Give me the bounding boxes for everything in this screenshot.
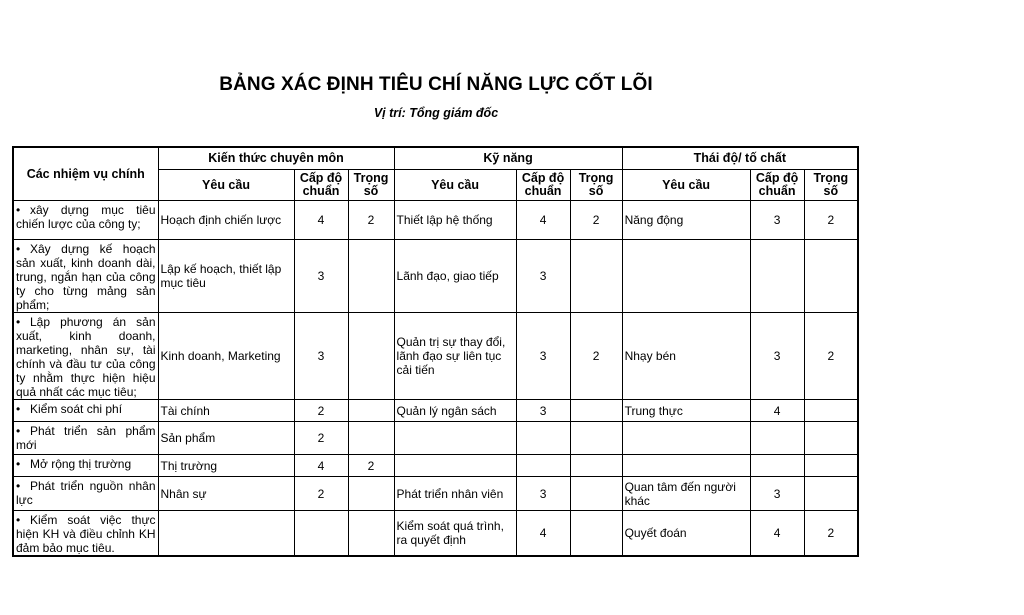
attitude-weight-cell: 2 <box>804 313 858 400</box>
attitude-level-cell: 3 <box>750 201 804 240</box>
skill-level-cell: 3 <box>516 240 570 313</box>
knowledge-level-cell: 2 <box>294 400 348 422</box>
bullet-icon: • <box>16 479 21 493</box>
task-text: Xây dựng kế hoạch sản xuất, kinh doanh dài, trung, ngắn hạn của công ty cho từng mảng sản phẩm; <box>16 242 156 312</box>
knowledge-level-cell <box>294 511 348 557</box>
table-row <box>13 511 858 557</box>
knowledge-requirement-cell: Nhân sự <box>158 477 294 511</box>
skill-requirement-cell <box>394 422 516 455</box>
task-cell <box>13 313 158 400</box>
skill-requirement-cell: Quản lý ngân sách <box>394 400 516 422</box>
attitude-requirement-cell: Quan tâm đến người khác <box>622 477 750 511</box>
knowledge-level-cell: 4 <box>294 201 348 240</box>
task-text: xây dựng mục tiêu chiến lược của công ty; <box>16 203 156 231</box>
task-cell <box>13 400 158 422</box>
attitude-level-cell: 3 <box>750 477 804 511</box>
task-text: Kiểm soát chi phí <box>30 402 123 416</box>
attitude-weight-cell: 2 <box>804 201 858 240</box>
header-k-level: Cấp độ chuẩn <box>294 170 348 201</box>
skill-requirement-cell: Phát triển nhân viên <box>394 477 516 511</box>
attitude-level-cell <box>750 422 804 455</box>
header-s-weight: Trọng số <box>570 170 622 201</box>
knowledge-weight-cell <box>348 313 394 400</box>
knowledge-level-cell: 4 <box>294 455 348 477</box>
skill-weight-cell: 2 <box>570 201 622 240</box>
knowledge-requirement-cell <box>158 511 294 557</box>
table-row <box>13 477 858 511</box>
document-title: BẢNG XÁC ĐỊNH TIÊU CHÍ NĂNG LỰC CỐT LÕI <box>219 74 653 95</box>
knowledge-requirement-cell: Tài chính <box>158 400 294 422</box>
table-row <box>13 455 858 477</box>
skill-requirement-cell <box>394 455 516 477</box>
table-body <box>13 201 858 557</box>
attitude-requirement-cell: Trung thực <box>622 400 750 422</box>
attitude-requirement-cell: Năng động <box>622 201 750 240</box>
attitude-level-cell <box>750 240 804 313</box>
skill-weight-cell <box>570 511 622 557</box>
header-skills: Kỹ năng <box>394 147 622 170</box>
skill-level-cell <box>516 422 570 455</box>
header-k-weight: Trọng số <box>348 170 394 201</box>
attitude-weight-cell <box>804 455 858 477</box>
bullet-icon: • <box>16 402 21 416</box>
knowledge-requirement-cell: Lập kế hoạch, thiết lập mục tiêu <box>158 240 294 313</box>
task-cell <box>13 455 158 477</box>
position-subtitle: Vị trí: Tổng giám đốc <box>373 106 499 120</box>
attitude-requirement-cell: Quyết đoán <box>622 511 750 557</box>
table-row <box>13 201 858 240</box>
knowledge-weight-cell <box>348 422 394 455</box>
bullet-icon: • <box>16 315 21 329</box>
skill-level-cell: 3 <box>516 313 570 400</box>
skill-level-cell: 3 <box>516 477 570 511</box>
skill-weight-cell <box>570 240 622 313</box>
attitude-weight-cell <box>804 422 858 455</box>
skill-level-cell: 3 <box>516 400 570 422</box>
skill-level-cell: 4 <box>516 201 570 240</box>
task-text: Mở rộng thị trường <box>30 457 132 471</box>
task-cell <box>13 477 158 511</box>
skill-level-cell: 4 <box>516 511 570 557</box>
table-row <box>13 240 858 313</box>
header-knowledge: Kiến thức chuyên môn <box>158 147 394 170</box>
knowledge-requirement-cell: Hoạch định chiến lược <box>158 201 294 240</box>
attitude-level-cell: 4 <box>750 511 804 557</box>
bullet-icon: • <box>16 242 21 256</box>
bullet-icon: • <box>16 513 21 527</box>
knowledge-weight-cell <box>348 477 394 511</box>
skill-weight-cell <box>570 455 622 477</box>
bullet-icon: • <box>16 203 21 217</box>
knowledge-requirement-cell: Sản phẩm <box>158 422 294 455</box>
knowledge-requirement-cell: Kinh doanh, Marketing <box>158 313 294 400</box>
task-cell <box>13 201 158 240</box>
attitude-requirement-cell <box>622 422 750 455</box>
table-row <box>13 422 858 455</box>
bullet-icon: • <box>16 457 21 471</box>
table-row <box>13 400 858 422</box>
header-tasks: Các nhiệm vụ chính <box>13 147 158 201</box>
attitude-level-cell: 3 <box>750 313 804 400</box>
header-attitude: Thái độ/ tố chất <box>622 147 858 170</box>
competency-table <box>12 146 859 557</box>
skill-level-cell <box>516 455 570 477</box>
header-row-groups <box>13 147 858 170</box>
attitude-level-cell: 4 <box>750 400 804 422</box>
task-text: Kiểm soát việc thực hiện KH và điều chỉnh KH đảm bảo mục tiêu. <box>16 513 156 555</box>
header-s-requirement: Yêu cầu <box>394 170 516 201</box>
task-cell <box>13 240 158 313</box>
attitude-weight-cell: 2 <box>804 511 858 557</box>
knowledge-level-cell: 2 <box>294 477 348 511</box>
header-a-requirement: Yêu cầu <box>622 170 750 201</box>
task-text: Phát triển nguồn nhân lực <box>16 479 156 507</box>
knowledge-weight-cell <box>348 400 394 422</box>
skill-requirement-cell: Kiểm soát quá trình, ra quyết định <box>394 511 516 557</box>
knowledge-weight-cell: 2 <box>348 455 394 477</box>
skill-weight-cell: 2 <box>570 313 622 400</box>
task-cell <box>13 422 158 455</box>
table-row <box>13 313 858 400</box>
task-text: Lập phương án sản xuất, kinh doanh, marketing, nhân sự, tài chính và đầu tư của công ty nhằm thực hiện hiệu quả nhất các mục tiêu; <box>16 315 156 399</box>
skill-weight-cell <box>570 400 622 422</box>
knowledge-weight-cell <box>348 511 394 557</box>
header-s-level: Cấp độ chuẩn <box>516 170 570 201</box>
attitude-requirement-cell <box>622 240 750 313</box>
skill-weight-cell <box>570 477 622 511</box>
header-a-level: Cấp độ chuẩn <box>750 170 804 201</box>
knowledge-level-cell: 3 <box>294 313 348 400</box>
header-k-requirement: Yêu cầu <box>158 170 294 201</box>
task-cell <box>13 511 158 557</box>
knowledge-weight-cell <box>348 240 394 313</box>
skill-requirement-cell: Thiết lập hệ thống <box>394 201 516 240</box>
attitude-level-cell <box>750 455 804 477</box>
attitude-weight-cell <box>804 477 858 511</box>
knowledge-level-cell: 3 <box>294 240 348 313</box>
attitude-weight-cell <box>804 400 858 422</box>
task-text: Phát triển sản phẩm mới <box>16 424 156 452</box>
knowledge-level-cell: 2 <box>294 422 348 455</box>
bullet-icon: • <box>16 424 21 438</box>
skill-requirement-cell: Lãnh đạo, giao tiếp <box>394 240 516 313</box>
attitude-requirement-cell <box>622 455 750 477</box>
knowledge-weight-cell: 2 <box>348 201 394 240</box>
knowledge-requirement-cell: Thị trường <box>158 455 294 477</box>
skill-weight-cell <box>570 422 622 455</box>
attitude-requirement-cell: Nhạy bén <box>622 313 750 400</box>
header-a-weight: Trọng số <box>804 170 858 201</box>
skill-requirement-cell: Quản trị sự thay đổi, lãnh đạo sự liên tục cải tiến <box>394 313 516 400</box>
attitude-weight-cell <box>804 240 858 313</box>
